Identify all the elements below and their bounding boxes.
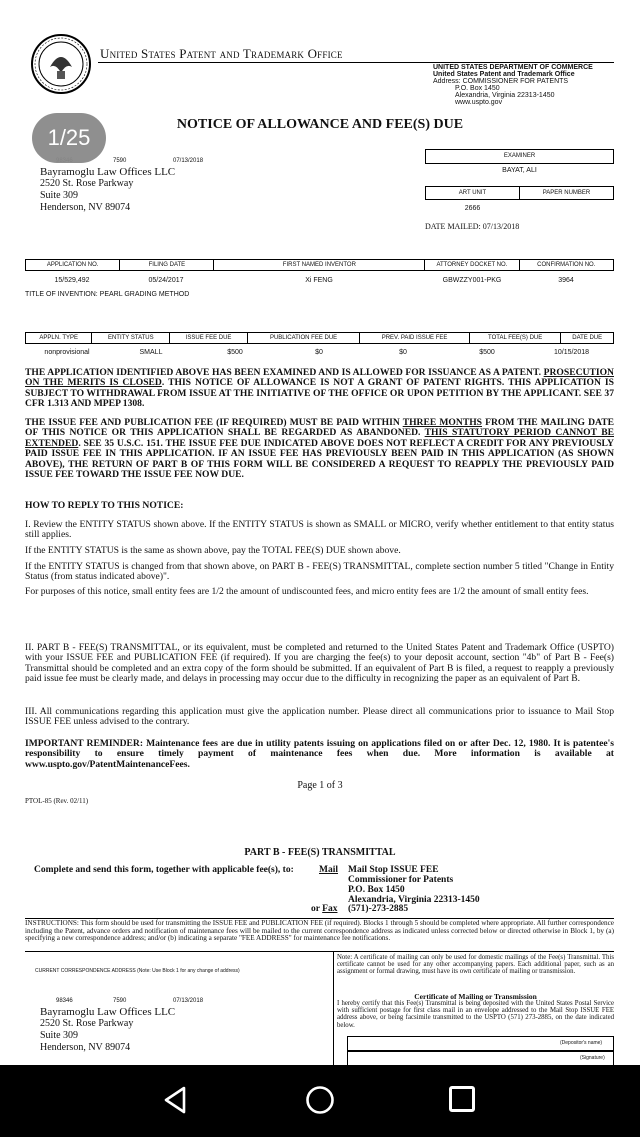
- publication-fee-due: $0: [315, 349, 323, 356]
- address-date: 07/13/2018: [173, 158, 204, 164]
- examiner-name: BAYAT, ALI: [502, 167, 537, 174]
- fax-line: or Fax: [311, 904, 338, 914]
- addressee-block: Bayramoglu Law Offices LLC 2520 St. Rose Parkway Suite 309 Henderson, NV 89074: [40, 166, 176, 213]
- art-unit-label: ART UNIT: [425, 186, 520, 200]
- header-rule: [98, 62, 614, 63]
- depositor-label: (Depositor's name): [560, 1040, 603, 1046]
- mailing-note: Note: A certificate of mailing can only be used for domestic mailings of the Fee(s) Transmittal. This certificate cannot be used for any other accompanying papers. Each additional paper, such as an assignment or formal drawing, must have its own certificate of mailing or transmission.: [337, 954, 614, 976]
- fee-paragraph: THE ISSUE FEE AND PUBLICATION FEE (IF REQUIRED) MUST BE PAID WITHIN THREE MONTHS FROM THE MAILING DATE OF THIS NOTICE OR THIS APPLICATION SHALL BE REGARDED AS ABANDONED. THIS STATUTORY PERIOD CANNOT BE EXTENDED. SEE 35 U.S.C. 151. THE ISSUE FEE DUE INDICATED ABOVE DOES NOT REFLECT A CREDIT FOR ANY PREVIOUSLY PAID ISSUE FEE IN THIS APPLICATION. IF AN ISSUE FEE HAS PREVIOUSLY BEEN PAID IN THIS APPLICATION (AS SHOWN ABOVE), THE RETURN OF PART B OF THIS FORM WILL BE CONSIDERED A REQUEST TO REAPPLY THE PREVIOUSLY PAID ISSUE FEE TOWARD THE ISSUE FEE NOW DUE.: [25, 417, 615, 481]
- mail-address: Mail Stop ISSUE FEE Commissioner for Patents P.O. Box 1450 Alexandria, Virginia 22313-1450: [348, 865, 480, 905]
- important-reminder: IMPORTANT REMINDER: Maintenance fees are due in utility patents issuing on applications filed on or after Dec. 12, 1980. It is patentee's responsibility to ensure timely payment of maintenance fees when due. More information is available at www.uspto.gov/PatentMaintenanceFees.: [25, 738, 614, 770]
- application-table: APPLICATION NO. FILING DATE FIRST NAMED INVENTOR ATTORNEY DOCKET NO. CONFIRMATION NO.: [25, 259, 614, 271]
- examiner-label: EXAMINER: [425, 149, 614, 164]
- recent-apps-icon[interactable]: [449, 1086, 475, 1112]
- signature-label: (Signature): [580, 1055, 605, 1061]
- art-unit-value: 2666: [464, 205, 481, 212]
- appln-type: nonprovisional: [44, 349, 90, 356]
- how-to-reply-heading: HOW TO REPLY TO THIS NOTICE:: [25, 500, 184, 511]
- date-due: 10/15/2018: [553, 349, 590, 356]
- address-code: 7590: [113, 998, 127, 1004]
- correspondence-address: Bayramoglu Law Offices LLC 2520 St. Rose Parkway Suite 309 Henderson, NV 89074: [40, 1006, 176, 1053]
- page-counter: 1/25: [32, 113, 106, 163]
- department-address: UNITED STATES DEPARTMENT OF COMMERCE United States Patent and Trademark Office Address: COMMISSIONER FOR PATENTS P.O. Box 1450 Alexandria, Virginia 22313-1450 www.uspto.gov: [433, 64, 593, 106]
- application-number: 15/529,492: [54, 277, 90, 284]
- title-of-invention: TITLE OF INVENTION: PEARL GRADING METHOD: [25, 291, 190, 298]
- filing-date: 05/24/2017: [148, 277, 184, 284]
- instruction-i-purposes: For purposes of this notice, small entity fees are 1/2 the amount of undiscounted fees, and micro entity fees are 1/2 the amount of small entity fees.: [25, 586, 589, 597]
- address-code: 98346: [56, 998, 73, 1004]
- instruction-i-review: I. Review the ENTITY STATUS shown above. If the ENTITY STATUS is shown as SMALL or MICRO, verify whether entitlement to that entity status still applies.: [25, 519, 614, 541]
- first-inventor: Xi FENG: [305, 277, 333, 284]
- mail-label: Mail: [319, 865, 338, 875]
- address-code: 7590: [113, 158, 127, 164]
- section-rule: [25, 951, 614, 952]
- instruction-i-same: If the ENTITY STATUS is the same as shown above, pay the TOTAL FEE(S) DUE shown above.: [25, 545, 401, 556]
- paper-number-label: PAPER NUMBER: [519, 186, 614, 200]
- instructions-text: INSTRUCTIONS: This form should be used for transmitting the ISSUE FEE and PUBLICATION FEE (if required). Blocks 1 through 5 should be completed where appropriate. All further correspondence including the Patent, advance orders and notification of maintenance fees will be mailed to the current correspondence address as indicated unless corrected below or directed otherwise in Block 1, by (a) specifying a new correspondence address; and/or (b) indicating a separate "FEE ADDRESS" for maintenance fee notifications.: [25, 919, 614, 943]
- uspto-seal-icon: [30, 33, 92, 95]
- confirmation-number: 3964: [558, 277, 574, 284]
- column-divider: [333, 952, 334, 1065]
- entity-status: SMALL: [139, 349, 163, 356]
- send-instruction: Complete and send this form, together with applicable fee(s), to:: [34, 865, 294, 875]
- certificate-title: Certificate of Mailing or Transmission: [414, 992, 537, 1001]
- notice-title: NOTICE OF ALLOWANCE AND FEE(S) DUE: [176, 117, 464, 132]
- instruction-ii: II. PART B - FEE(S) TRANSMITTAL, or its equivalent, must be completed and returned to the United States Patent and Trademark Office (USPTO) with your ISSUE FEE and PUBLICATION FEE (if required). If you are charging the fee(s) to your deposit account, section "4b" of Part B - Fee(s) Transmittal should be completed and an extra copy of the form should be submitted. If an equivalent of Part B is filed, a request to reapply a previously paid issue fee must be clearly made, and delays in processing may occur due to the difficulty in recognizing the paper as an equivalent of Part B.: [25, 642, 614, 685]
- fax-number: (571)-273-2885: [348, 904, 409, 914]
- allowance-paragraph: THE APPLICATION IDENTIFIED ABOVE HAS BEEN EXAMINED AND IS ALLOWED FOR ISSUANCE AS A PATENT. PROSECUTION ON THE MERITS IS CLOSED. THIS NOTICE OF ALLOWANCE IS NOT A GRANT OF PATENT RIGHTS. THIS APPLICATION IS SUBJECT TO WITHDRAWAL FROM ISSUE AT THE INITIATIVE OF THE OFFICE OR UPON PETITION BY THE APPLICANT. SEE 37 CFR 1.313 AND MPEP 1308.: [25, 367, 614, 410]
- back-icon[interactable]: [160, 1085, 190, 1115]
- fee-table: APPLN. TYPE ENTITY STATUS ISSUE FEE DUE PUBLICATION FEE DUE PREV. PAID ISSUE FEE TOTAL FEE(S) DUE DATE DUE: [25, 332, 614, 344]
- page-number: Page 1 of 3: [297, 780, 343, 791]
- prev-paid-issue-fee: $0: [399, 349, 407, 356]
- office-name: United States Patent and Trademark Office: [100, 46, 343, 61]
- part-b-title: PART B - FEE(S) TRANSMITTAL: [244, 847, 396, 858]
- address-date: 07/13/2018: [173, 998, 204, 1004]
- attorney-docket: GBWZZY001-PKG: [442, 277, 502, 284]
- instruction-i-changed: If the ENTITY STATUS is changed from that shown above, on PART B - FEE(S) TRANSMITTAL, complete section number 5 titled "Change in Entity Status (from status indicated above)".: [25, 561, 614, 583]
- date-mailed: DATE MAILED: 07/13/2018: [425, 222, 520, 231]
- instruction-iii: III. All communications regarding this application must give the application number. Please direct all communications prior to issuance to Mail Stop ISSUE FEE unless advised to the contrary.: [25, 706, 614, 728]
- form-id: PTOL-85 (Rev. 02/11): [25, 797, 89, 805]
- certificate-text: I hereby certify that this Fee(s) Transmittal is being deposited with the United States Postal Service with sufficient postage for first class mail in an envelope addressed to the Mail Stop ISSUE FEE address above, or being facsimile transmitted to the USPTO (571) 273-2885, on the date indicated below.: [337, 1000, 614, 1029]
- correspondence-label: CURRENT CORRESPONDENCE ADDRESS (Note: Use Block 1 for any change of address): [35, 968, 240, 974]
- home-icon[interactable]: [305, 1085, 335, 1115]
- signature-field[interactable]: [347, 1051, 614, 1065]
- total-fees-due: $500: [479, 349, 495, 356]
- issue-fee-due: $500: [227, 349, 243, 356]
